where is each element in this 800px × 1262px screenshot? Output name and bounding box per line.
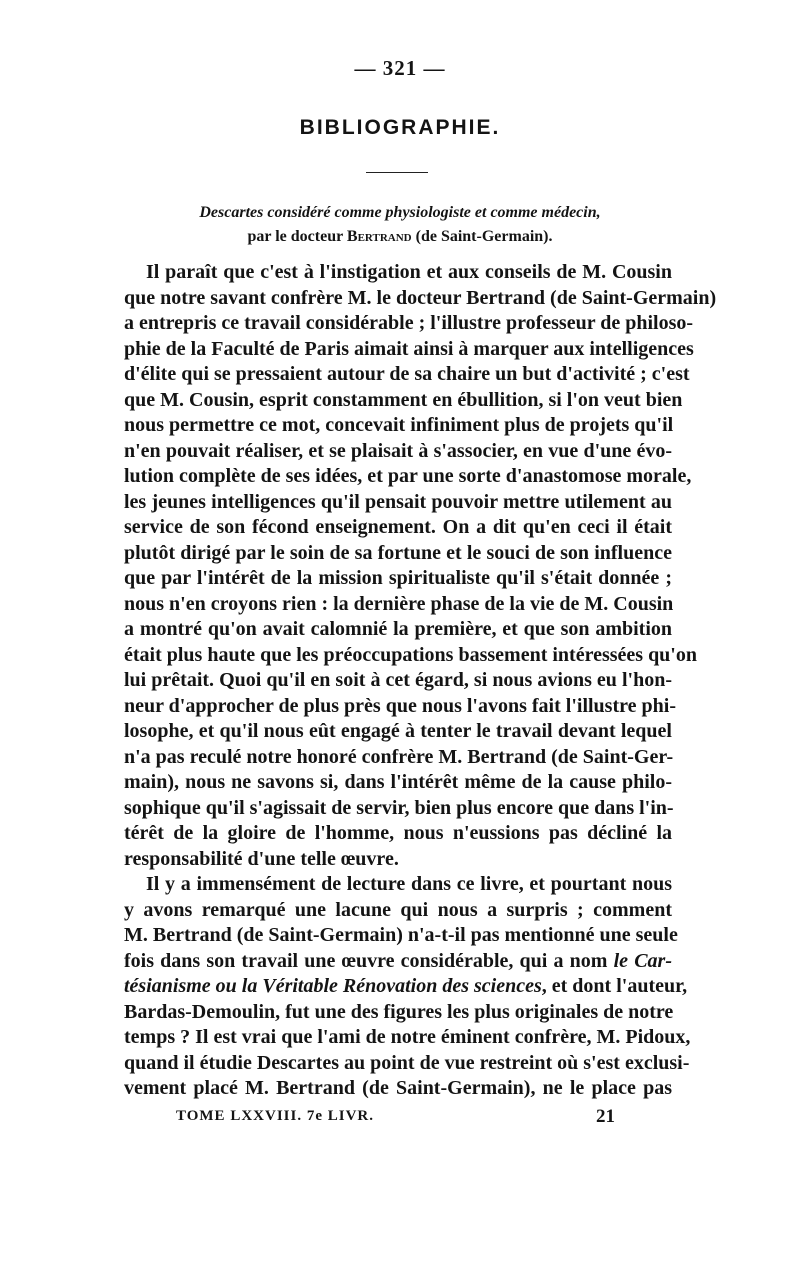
sheet-signature: 21 bbox=[596, 1106, 615, 1127]
text-line: Il paraît que c'est à l'instigation et aux conseils de M. Cousin bbox=[146, 261, 672, 283]
text-line: Bardas-Demoulin, fut une des figures les plus originales de notre bbox=[124, 1000, 674, 1023]
text-line: temps ? Il est vrai que l'ami de notre éminent confrère, M. Pidoux, bbox=[124, 1026, 691, 1048]
text-line: vement placé M. Bertrand (de Saint-Germain), ne le place pas bbox=[124, 1077, 672, 1099]
book-title-part: le Car- bbox=[613, 949, 673, 972]
text-line: n'a pas reculé notre honoré confrère M. Bertrand (de Saint-Ger- bbox=[124, 745, 674, 768]
body-text bbox=[124, 260, 717, 1102]
text-line: lui prêtait. Quoi qu'il en soit à cet égard, si nous avions eu l'hon- bbox=[124, 669, 672, 691]
text-line: losophe, et qu'il nous eût engagé à tenter le travail devant lequel bbox=[124, 720, 672, 742]
text-line: térêt de la gloire de l'homme, nous n'eussions pas décliné la bbox=[124, 822, 672, 844]
byline-prefix: par le docteur bbox=[247, 228, 347, 245]
text-run: , et dont l'auteur, bbox=[541, 975, 688, 997]
paragraph-2 bbox=[124, 872, 691, 1102]
section-title: BIBLIOGRAPHIE. bbox=[299, 116, 501, 139]
text-line bbox=[124, 974, 688, 1000]
byline-author: Bertrand bbox=[346, 228, 412, 245]
text-line: que notre savant confrère M. le docteur Bertrand (de Saint-Germain) bbox=[124, 286, 717, 309]
text-line: main), nous ne savons si, dans l'intérêt même de la cause philo- bbox=[124, 771, 672, 793]
text-line: phie de la Faculté de Paris aimait ainsi à marquer aux intelligences bbox=[124, 337, 694, 360]
text-line: que par l'intérêt de la mission spiritualiste qu'il s'était donnée ; bbox=[124, 567, 672, 589]
text-line: sophique qu'il s'agissait de servir, bien plus encore que dans l'in- bbox=[124, 796, 674, 819]
text-line: lution complète de ses idées, et par une sorte d'anastomose morale, bbox=[124, 465, 692, 487]
text-line: service de son fécond enseignement. On a dit qu'en ceci il était bbox=[124, 516, 672, 538]
volume-signature: TOME LXXVIII. 7e LIVR. bbox=[176, 1108, 374, 1124]
text-line: responsabilité d'une telle œuvre. bbox=[124, 847, 399, 870]
text-line: y avons remarqué une lacune qui nous a surpris ; comment bbox=[124, 898, 672, 921]
text-line: quand il étudie Descartes au point de vue restreint où s'est exclusi- bbox=[124, 1051, 690, 1074]
title-divider bbox=[366, 172, 428, 173]
text-line: a montré qu'on avait calomnié la première, et que son ambition bbox=[124, 618, 672, 640]
paragraph-1 bbox=[124, 260, 717, 872]
byline-suffix: (de Saint-Germain). bbox=[411, 228, 553, 245]
text-line: n'en pouvait réaliser, et se plaisait à s'associer, en vue d'une évo- bbox=[124, 439, 672, 462]
text-line: neur d'approcher de plus près que nous l'avons fait l'illustre phi- bbox=[124, 694, 676, 717]
article-title: Descartes considéré comme physiologiste et comme médecin, bbox=[199, 204, 601, 221]
text-line: d'élite qui se pressaient autour de sa chaire un but d'activité ; c'est bbox=[124, 363, 690, 385]
text-line: Il y a immensément de lecture dans ce livre, et pourtant nous bbox=[146, 873, 672, 895]
text-line: nous n'en croyons rien : la dernière phase de la vie de M. Cousin bbox=[124, 592, 674, 615]
page-number: — 321 — bbox=[354, 56, 446, 80]
text-line: plutôt dirigé par le soin de sa fortune et le souci de son influence bbox=[124, 541, 672, 564]
text-line bbox=[124, 949, 672, 975]
text-line: que M. Cousin, esprit constamment en ébullition, si l'on veut bien bbox=[124, 388, 683, 411]
text-run: fois dans son travail une œuvre considérable, qui a nom bbox=[124, 949, 614, 972]
article-byline bbox=[0, 228, 800, 246]
book-title-part: tésianisme ou la Véritable Rénovation des sciences bbox=[124, 975, 542, 997]
text-line: M. Bertrand (de Saint-Germain) n'a-t-il pas mentionné une seule bbox=[124, 924, 678, 946]
text-line: était plus haute que les préoccupations bassement intéressées qu'on bbox=[124, 643, 697, 666]
text-line: nous permettre ce mot, concevait infiniment plus de projets qu'il bbox=[124, 414, 674, 436]
text-line: les jeunes intelligences qu'il pensait pouvoir mettre utilement au bbox=[124, 490, 672, 513]
text-line: a entrepris ce travail considérable ; l'illustre professeur de philoso- bbox=[124, 312, 694, 334]
